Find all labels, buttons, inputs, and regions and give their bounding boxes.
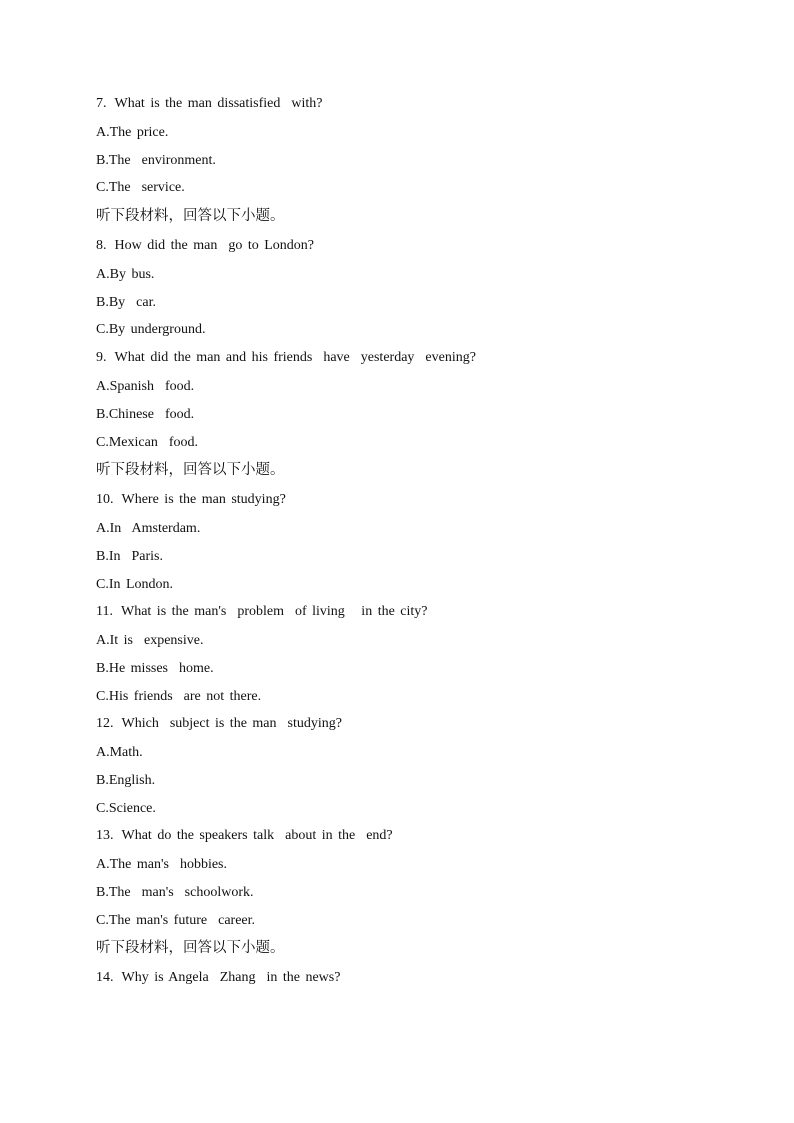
question-text: What is the man dissatisfied with?: [114, 96, 323, 111]
answer-option: C.By underground.: [96, 322, 206, 338]
question-26: [96, 826, 736, 846]
answer-option: B.He misses home.: [96, 660, 214, 676]
question-text: How did the man go to London?: [114, 238, 314, 254]
section-instruction: 听下段材料，回答以下小题。: [96, 462, 285, 479]
answer-option: A.The man's hobbies.: [96, 857, 228, 873]
question-text: Why is Angela Zhang in the news?: [121, 970, 341, 986]
question-0: [96, 94, 736, 114]
question-text: What is the man's problem of living in the city?: [120, 604, 428, 620]
question-5: [96, 236, 736, 256]
answer-option: C.The man's future career.: [96, 912, 256, 928]
answer-option: B.The man's schoolwork.: [96, 885, 254, 901]
question-number: 7.: [96, 96, 107, 111]
answer-option: B.Chinese food.: [96, 406, 195, 422]
section-instruction: 听下段材料，回答以下小题。: [96, 940, 285, 957]
question-number: 12.: [96, 716, 114, 732]
answer-option: C.His friends are not there.: [96, 688, 262, 704]
answer-option: B.English.: [96, 773, 156, 788]
question-number: 8.: [96, 238, 107, 254]
question-31: [96, 968, 736, 988]
question-number: 13.: [96, 828, 114, 844]
answer-option: A.It is expensive.: [96, 633, 204, 649]
answer-option: C.In London.: [96, 576, 174, 592]
answer-option: B.In Paris.: [96, 548, 163, 564]
answer-option: A.The price.: [96, 125, 169, 140]
answer-option: C.The service.: [96, 180, 185, 196]
answer-option: A.By bus.: [96, 267, 155, 283]
question-9: [96, 348, 736, 368]
answer-option: B.By car.: [96, 294, 156, 310]
question-18: [96, 602, 736, 622]
answer-option: B.The environment.: [96, 152, 216, 168]
answer-option: C.Science.: [96, 800, 156, 816]
section-instruction: 听下段材料，回答以下小题。: [96, 208, 285, 225]
question-number: 9.: [96, 350, 107, 366]
question-text: Which subject is the man studying?: [121, 716, 342, 732]
document-page: [96, 94, 736, 997]
answer-option: A.In Amsterdam.: [96, 521, 201, 537]
question-22: [96, 714, 736, 734]
question-number: 14.: [96, 970, 114, 986]
question-text: What do the speakers talk about in the end?: [121, 828, 393, 844]
question-number: 10.: [96, 492, 114, 508]
question-number: 11.: [96, 604, 113, 620]
question-14: [96, 490, 736, 510]
question-text: What did the man and his friends have yesterday evening?: [114, 350, 476, 366]
answer-option: A.Math.: [96, 745, 143, 761]
answer-option: C.Mexican food.: [96, 434, 198, 450]
answer-option: A.Spanish food.: [96, 379, 195, 395]
question-text: Where is the man studying?: [121, 492, 286, 508]
